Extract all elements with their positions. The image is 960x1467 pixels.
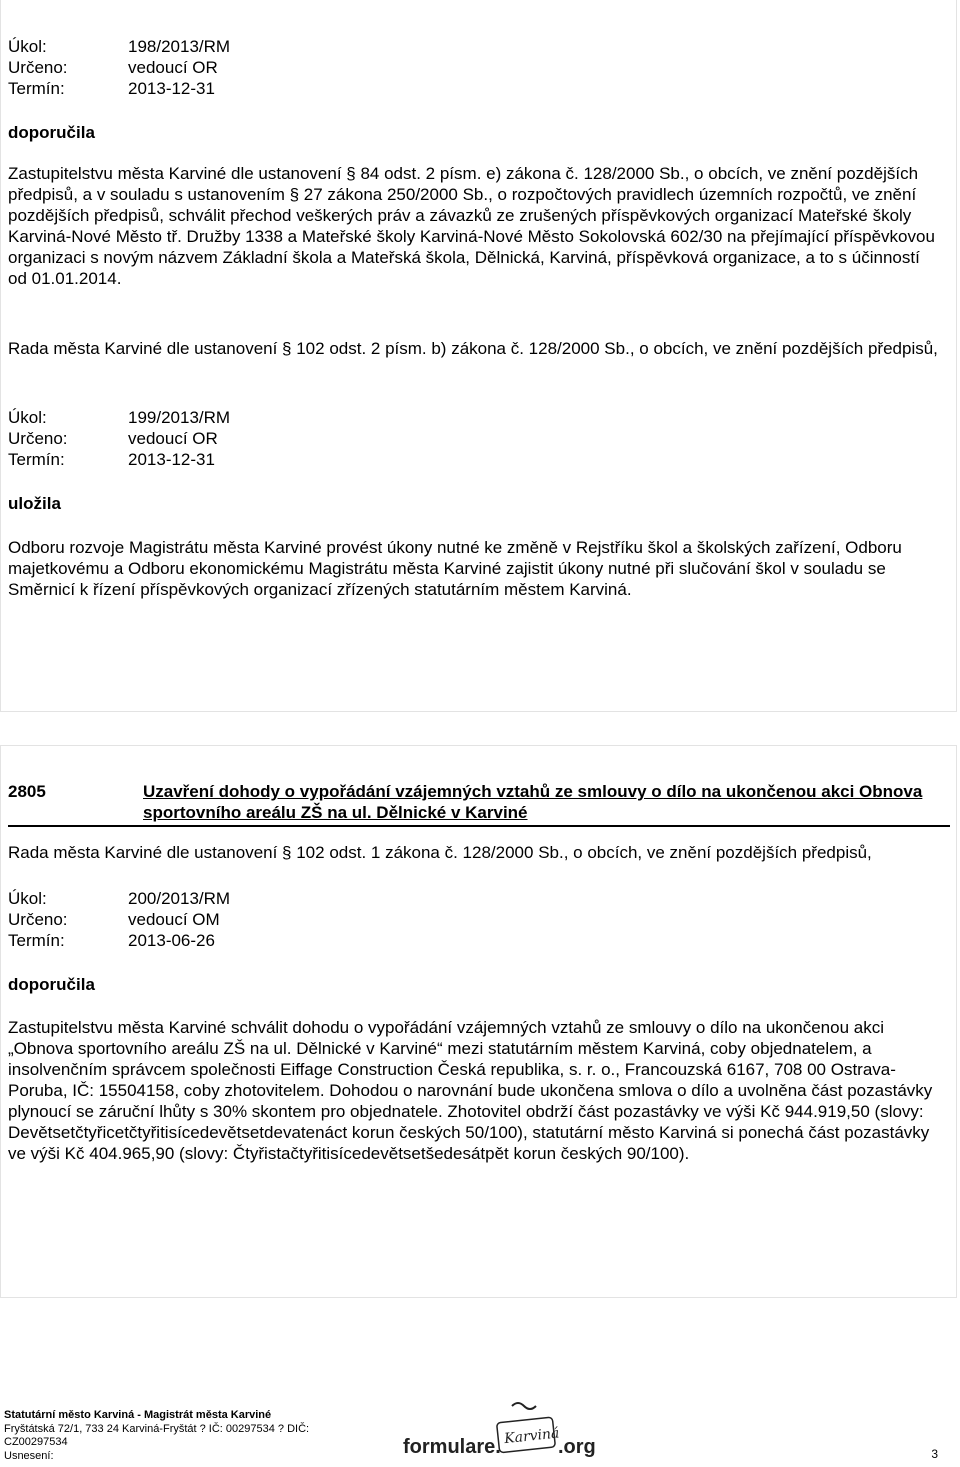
resolution-verb: doporučila bbox=[8, 123, 95, 142]
footer-title: Statutární město Karviná - Magistrát města Karviné bbox=[4, 1409, 272, 1421]
task-label: Úkol: bbox=[8, 408, 47, 427]
logo-mid-text: Karviná bbox=[503, 1425, 561, 1448]
deadline-value: 2013-12-31 bbox=[128, 450, 215, 469]
deadline-value: 2013-12-31 bbox=[128, 79, 215, 98]
council-preamble: Rada města Karviné dle ustanovení § 102 odst. 2 písm. b) zákona č. 128/2000 Sb., o obcích, ve znění pozdějších předpisů, bbox=[8, 339, 938, 358]
resolution-text: Zastupitelstvu města Karviné schválit dohodu o vypořádání vzájemných vztahů ze smlouvy o dílo na ukončenou akci „Obnova sportovního areálu ZŠ na ul. Dělnické v Karviné“ mezi statutárním městem Karviná, coby objednatelem, a insolvenčním správcem společnosti Eiffage Construction Česká republika, s. r. o., Francouzská 6167, 708 00 Ostrava-Poruba, IČ: 15504158, coby zhotovitelem. Dohodou o narovnání bude ukončena smlova o dílo a uvolněna část pozastávky plynoucí se záruční lhůty s 30% skontem pro objednatele. Zhotovitel obdrží část pozastávky ve výši Kč 944.919,50 (slovy: Devětsetčtyřicetčtyřitisícedevětsetdevatenáct korun českých 50/100), statutární město Karviná si ponechá část pozastávky ve výši Kč 404.965,90 (slovy: Čtyřistačtyřitisícedevětsetšedesátpět korun českých 90/100). bbox=[8, 1018, 933, 1163]
logo-right-text: .org bbox=[558, 1436, 596, 1458]
task-label: Úkol: bbox=[8, 37, 47, 56]
task-number: 198/2013/RM bbox=[128, 37, 231, 56]
footer-address: Fryštátská 72/1, 733 24 Karviná-Fryštát ? IČ: 00297534 ? DIČ: bbox=[4, 1422, 310, 1435]
assigned-label: Určeno: bbox=[8, 910, 68, 929]
resolution-verb: doporučila bbox=[8, 975, 95, 994]
agenda-item-heading bbox=[8, 781, 948, 823]
assigned-value: vedoucí OR bbox=[128, 58, 218, 77]
item-number: 2805 bbox=[8, 782, 46, 801]
task-label: Úkol: bbox=[8, 889, 47, 908]
assigned-value: vedoucí OR bbox=[128, 429, 218, 448]
task-meta bbox=[8, 407, 230, 470]
assigned-label: Určeno: bbox=[8, 58, 68, 77]
item-title: Uzavření dohody o vypořádání vzájemných vztahů ze smlouvy o dílo na ukončenou akci Obnova sportovního areálu ZŠ na ul. Dělnické v Karviné bbox=[143, 782, 923, 822]
deadline-label: Termín: bbox=[8, 79, 65, 98]
resolution-text: Odboru rozvoje Magistrátu města Karviné provést úkony nutné ke změně v Rejstříku škol a školských zařízení, Odboru majetkovému a Odboru ekonomickému Magistrátu města Karviné zajistit úkony nutné při slučování škol v souladu se Směrnicí k řízení příspěvkových organizací zřízených statutárním městem Karviná. bbox=[8, 538, 902, 599]
assigned-label: Určeno: bbox=[8, 429, 68, 448]
task-number: 200/2013/RM bbox=[128, 889, 231, 908]
footer-usneseni: Usnesení: bbox=[4, 1449, 54, 1462]
assigned-value: vedoucí OM bbox=[128, 910, 220, 929]
footer-dic: CZ00297534 bbox=[4, 1436, 68, 1448]
council-preamble: Rada města Karviné dle ustanovení § 102 odst. 1 zákona č. 128/2000 Sb., o obcích, ve znění pozdějších předpisů, bbox=[8, 843, 872, 862]
resolution-verb: uložila bbox=[8, 494, 61, 513]
formulare-karvina-logo bbox=[400, 1400, 620, 1462]
deadline-label: Termín: bbox=[8, 450, 65, 469]
deadline-value: 2013-06-26 bbox=[128, 931, 215, 950]
task-number: 199/2013/RM bbox=[128, 408, 231, 427]
heading-rule bbox=[8, 825, 950, 827]
page-number: 3 bbox=[931, 1447, 938, 1461]
footer-info bbox=[4, 1409, 309, 1463]
task-meta bbox=[8, 36, 230, 99]
resolution-text: Zastupitelstvu města Karviné dle ustanovení § 84 odst. 2 písm. e) zákona č. 128/2000 Sb., o obcích, ve znění pozdějších předpisů, a v souladu s ustanovením § 27 zákona 250/2000 Sb., o rozpočtových pravidlech územních rozpočtů, ve znění pozdějších předpisů, schválit přechod veškerých práv a závazků ze zrušených příspěvkových organizací Mateřské školy Karviná-Nové Město tř. Družby 1338 a Mateřské školy Karviná-Nové Město Sokolovská 602/30 na přejímající příspěvkovou organizaci s novým názvem Základní škola a Mateřská škola, Dělnická, Karviná, příspěvková organizace, a to s účinností od 01.01.2014. bbox=[8, 164, 935, 288]
logo-left-text: formulare. bbox=[403, 1436, 501, 1458]
task-meta bbox=[8, 888, 230, 951]
deadline-label: Termín: bbox=[8, 931, 65, 950]
